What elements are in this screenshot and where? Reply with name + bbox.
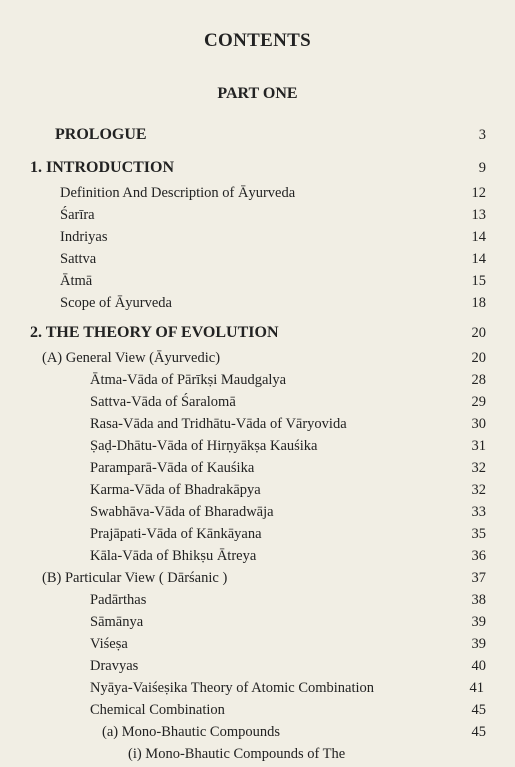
toc-entry[interactable] [0, 182, 515, 204]
toc-entry-page: 32 [471, 482, 486, 498]
toc-entry-text: Ṣaḍ-Dhātu-Vāda of Hirṇyākṣa Kauśika [90, 438, 318, 454]
toc-entry-chapter[interactable] [0, 157, 515, 179]
toc-entry-page: 30 [471, 416, 486, 432]
toc-entry-page: 37 [471, 570, 486, 586]
toc-entry-page: 3 [478, 127, 486, 143]
toc-entry-page: 18 [471, 295, 486, 311]
toc-entry-page: 20 [471, 325, 486, 341]
toc-entry[interactable] [0, 204, 515, 226]
toc-entry-page: 31 [471, 438, 486, 454]
toc-entry-text: Viśeṣa [90, 636, 128, 652]
toc-entry-text: Sāmānya [90, 614, 144, 630]
toc-entry-text: 1. INTRODUCTION [30, 159, 175, 176]
toc-entry-text: Chemical Combination [90, 702, 225, 718]
toc-entry-text: (a) Mono-Bhautic Compounds [102, 724, 281, 740]
toc-entry-text: Kāla-Vāda of Bhikṣu Ātreya [90, 548, 257, 564]
toc-entry-text: Prajāpati-Vāda of Kānkāyana [90, 526, 262, 542]
toc-entry[interactable] [0, 633, 515, 655]
toc-entry-page: 40 [471, 658, 486, 674]
toc-entry[interactable] [0, 611, 515, 633]
toc-entry-text: Scope of Āyurveda [60, 295, 172, 311]
toc-entry[interactable] [0, 292, 515, 314]
toc-entry-page: 15 [471, 273, 486, 289]
toc-entry-text: Sattva [60, 251, 97, 267]
toc-entry-page: 39 [471, 636, 486, 652]
toc-entry-page: 35 [471, 526, 486, 542]
toc-entry[interactable] [0, 248, 515, 270]
toc-entry[interactable] [0, 413, 515, 435]
toc-entry-text: Padārthas [90, 592, 147, 608]
toc-entry-text: Paramparā-Vāda of Kauśika [90, 460, 255, 476]
toc-entry-page: 45 [471, 724, 486, 740]
toc-entry[interactable] [0, 655, 515, 677]
toc-entry-page: 32 [471, 460, 486, 476]
toc-entry[interactable] [0, 347, 515, 369]
toc-entry[interactable] [0, 589, 515, 611]
toc-entry-text: Karma-Vāda of Bhadrakāpya [90, 482, 261, 498]
toc-entry-page: 33 [471, 504, 486, 520]
toc-entry-text: Ātma-Vāda of Pārīkṣi Maudgalya [90, 372, 287, 388]
toc-entry[interactable] [0, 545, 515, 567]
toc-entry[interactable] [0, 391, 515, 413]
toc-entry-page: 29 [471, 394, 486, 410]
toc-entry-page: 9 [478, 160, 486, 176]
toc-entry-prologue[interactable] [0, 124, 515, 146]
toc-entry-page: 45 [471, 702, 486, 718]
toc-entry-page: 13 [471, 207, 486, 223]
toc-entry[interactable] [0, 435, 515, 457]
toc-entry-page: 41 [469, 680, 484, 696]
toc-entry-text: Ātmā [60, 273, 93, 289]
toc-entry-page: 20 [471, 350, 486, 366]
toc-entry-text: 2. THE THEORY OF EVOLUTION [30, 324, 279, 341]
toc-entry-page: 38 [471, 592, 486, 608]
part-heading: PART ONE [217, 85, 298, 102]
toc-entry-text: Definition And Description of Āyurveda [60, 185, 296, 201]
toc-entry[interactable] [0, 457, 515, 479]
toc-entry-text: Śarīra [60, 207, 95, 223]
toc-entry-text: (B) Particular View ( Dārśanic ) [42, 570, 228, 586]
toc-entry-text: Indriyas [60, 229, 108, 245]
toc-entry[interactable] [0, 369, 515, 391]
toc-entry-page: 39 [471, 614, 486, 630]
toc-entry-page: 14 [471, 251, 486, 267]
toc-entry-text: Sattva-Vāda of Śaralomā [90, 394, 236, 410]
toc-entry[interactable] [0, 567, 515, 589]
toc-entry[interactable] [0, 501, 515, 523]
toc-entry[interactable] [0, 721, 515, 743]
toc-entry-page: 36 [471, 548, 486, 564]
toc-entry[interactable] [0, 226, 515, 248]
toc-entry-page: 12 [471, 185, 486, 201]
toc-entry-text: Rasa-Vāda and Tridhātu-Vāda of Vāryovida [90, 416, 347, 432]
toc-entry[interactable] [0, 479, 515, 501]
toc-entry[interactable] [0, 270, 515, 292]
toc-entry-text: PROLOGUE [55, 126, 147, 143]
toc-entry[interactable] [0, 743, 515, 765]
toc-entry-chapter[interactable] [0, 322, 515, 344]
toc-entry[interactable] [0, 699, 515, 721]
toc-entry-text: (i) Mono-Bhautic Compounds of The [128, 746, 346, 762]
toc-entry-page: 28 [471, 372, 486, 388]
toc-entry-page: 14 [471, 229, 486, 245]
toc-entry[interactable] [0, 523, 515, 545]
toc-entry[interactable] [0, 677, 515, 699]
toc-entry-text: Dravyas [90, 658, 139, 674]
toc-entry-text: Nyāya-Vaiśeṣika Theory of Atomic Combination [90, 680, 375, 696]
page-title: CONTENTS [204, 30, 311, 51]
toc-entry-text: (A) General View (Āyurvedic) [42, 350, 221, 366]
toc-entry-text: Swabhāva-Vāda of Bharadwāja [90, 504, 274, 520]
